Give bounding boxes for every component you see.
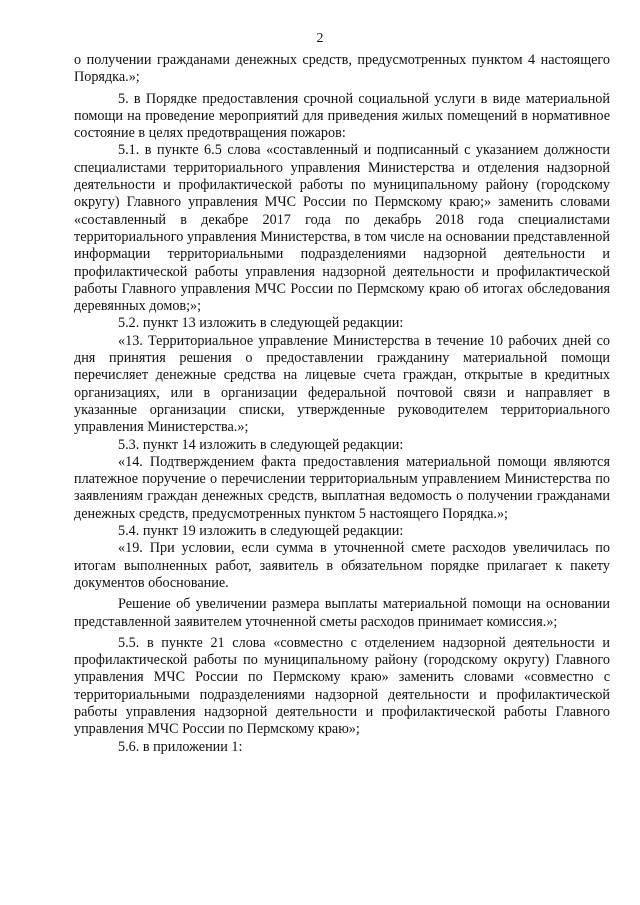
paragraph-1: о получении гражданами денежных средств, предусмотренных пунктом 4 настоящего Порядка.»; [74,52,610,86]
paragraph-9: «19. При условии, если сумма в уточненной смете расходов увеличилась по итогам выполненных работ, заявитель в обязательном порядке прилагает к пакету документов обоснование. [74,540,610,591]
paragraph-12: 5.6. в приложении 1: [118,738,243,755]
paragraph-11: 5.5. в пункте 21 слова «совместно с отделением надзорной деятельности и профилактической работы по муниципальному району (городскому округу) Главного управления МЧС России по Пермскому краю» заменить словами «совместно с территориальными подразделениями надзорной деятельности и профилактической работы управления надзорной деятельности и профилактической работы Главного управления МЧС России по Пермскому краю»; [74,634,610,738]
paragraph-7: «14. Подтверждением факта предоставления материальной помощи являются платежное поручение о перечислении территориальным управлением Министерства по заявлениям граждан денежных средств, выплатная ведомость о получении гражданами денежных средств, предусмотренных пунктом 5 настоящего Порядка.»; [74,453,610,522]
paragraph-5: «13. Территориальное управление Министерства в течение 10 рабочих дней со дня принятия решения о предоставлении гражданину материальной помощи перечисляет денежные средства на лицевые счета граждан, открытые в кредитных организациях, или в организации федеральной почтовой связи и направляет в указанные организации списки, утвержденные руководителем территориального управления Министерства.»; [74,332,610,436]
document-body [74,52,610,756]
paragraph-2: 5. в Порядке предоставления срочной социальной услуги в виде материальной помощи на проведение мероприятий для приведения жилых помещений в нормативное состояние в целях предотвращения пожаров: [74,90,610,142]
paragraph-8: 5.4. пункт 19 изложить в следующей редакции: [118,523,404,540]
paragraph-6: 5.3. пункт 14 изложить в следующей редакции: [118,436,404,453]
paragraph-4: 5.2. пункт 13 изложить в следующей редакции: [118,315,404,332]
paragraph-10: Решение об увеличении размера выплаты материальной помощи на основании представленной заявителем уточненной сметы расходов принимает комиссия.»; [74,596,610,630]
page-number: 2 [316,31,324,46]
paragraph-3: 5.1. в пункте 6.5 слова «составленный и подписанный с указанием должности специалистами территориального управления Министерства и отделения надзорной деятельности и профилактической работы по муниципальному району (городскому округу) Главного управления МЧС России по Пермскому краю;» заменить словами «составленный в декабре 2017 года по декабрь 2018 года специалистами территориального управления Министерства, в том числе на основании представленной информации территориальными подразделениями надзорной деятельности и профилактической работы управления надзорной деятельности и профилактической работы Главного управления МЧС России по Пермскому краю об итогах обследования деревянных домов;»; [74,142,610,315]
